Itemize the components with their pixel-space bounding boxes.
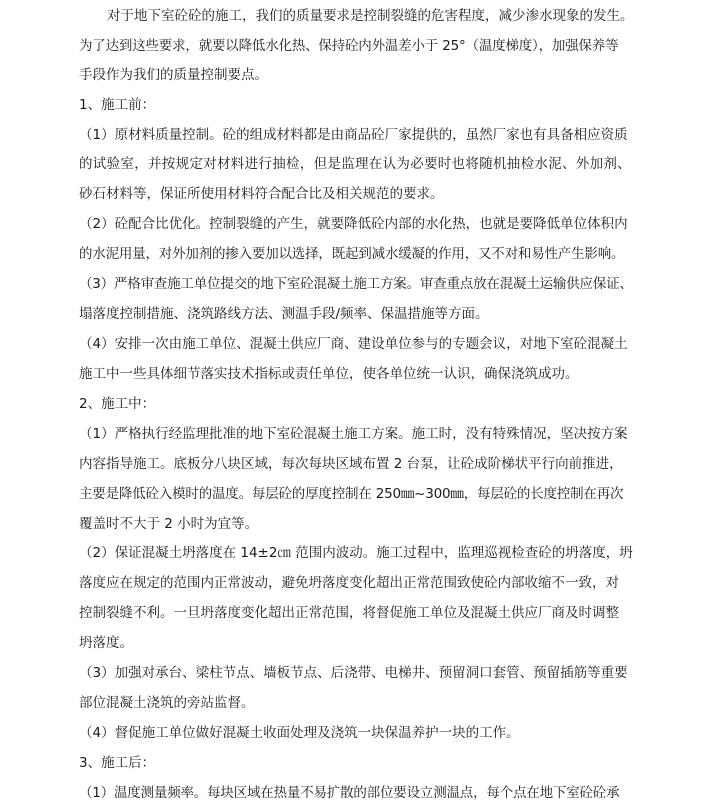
item-key-parts-line: （3）加强对承台、梁柱节点、墙板节点、后浇带、电梯井、预留洞口套管、预留插筋等重要	[79, 665, 628, 681]
paragraph-intro-line: 手段作为我们的质量控制要点。	[79, 67, 268, 83]
item-meeting-line: （4）安排一次由施工单位、混凝土供应厂商、建设单位参与的专题会议，对地下室砼混凝土	[79, 336, 628, 352]
paragraph-intro-line: 对于地下室砼砼的施工，我们的质量要求是控制裂缝的危害程度，减少渗水现象的发生。	[107, 8, 634, 24]
item-slump-control-line: 坍落度。	[79, 635, 133, 651]
item-raw-material-line: （1）原材料质量控制。砼的组成材料都是由商品砼厂家提供的，虽然厂家也有具备相应资质	[79, 127, 628, 143]
item-plan-review-line: （3）严格审查施工单位提交的地下室砼混凝土施工方案。审查重点放在混凝土运输供应保证、	[79, 276, 633, 292]
item-slump-control-line: 落度应在规定的范围内正常波动，避免坍落度变化超出正常范围致使砼内部收缩不一致，对	[79, 575, 619, 591]
item-temperature-measure-line: （1）温度测量频率。每块区域在热量不易扩散的部位要设立测温点，每个点在地下室砼砼承	[79, 785, 620, 801]
item-surface-finish-line: （4）督促施工单位做好混凝土收面处理及浇筑一块保温养护一块的工作。	[79, 725, 520, 741]
item-mix-optimization-line: 的水泥用量，对外加剂的掺入要加以选择，既起到减水缓凝的作用，又不对和易性产生影响。	[79, 246, 625, 262]
item-raw-material-line: 砂石材料等，保证所使用材料符合配合比及相关规范的要求。	[79, 186, 444, 202]
item-execute-plan-line: 内容指导施工。底板分八块区域，每次每块区域布置 2 台泵，让砼成阶梯状平行向前推进，	[79, 456, 623, 472]
item-execute-plan-line: （1）严格执行经监理批准的地下室砼混凝土施工方案。施工时，没有特殊情况，坚决按方案	[79, 426, 628, 442]
item-mix-optimization-line: （2）砼配合比优化。控制裂缝的产生，就要降低砼内部的水化热，也就是要降低单位体积内	[79, 216, 628, 232]
item-key-parts-line: 部位混凝土浇筑的旁站监督。	[79, 695, 255, 711]
item-slump-control-line: （2）保证混凝土坍落度在 14±2㎝ 范围内波动。施工过程中，监理巡视检查砼的坍落度，坍	[79, 545, 633, 561]
item-raw-material-line: 的试验室，并按规定对材料进行抽检，但是监理在认为必要时也将随机抽检水泥、外加剂、	[79, 156, 631, 172]
section-heading-before-construction: 1、施工前：	[79, 97, 156, 113]
item-execute-plan-line: 覆盖时不大于 2 小时为宜等。	[79, 516, 259, 532]
item-meeting-line: 施工中一些具体细节落实技术指标或责任单位，使各单位统一认识，确保浇筑成功。	[79, 366, 579, 382]
paragraph-intro-line: 为了达到这些要求，就要以降低水化热、保持砼内外温差小于 25°（温度梯度），加强保养等	[79, 38, 619, 54]
section-heading-after-construction: 3、施工后：	[79, 755, 156, 771]
section-heading-during-construction: 2、施工中：	[79, 396, 156, 412]
item-execute-plan-line: 主要是降低砼入模时的温度。每层砼的厚度控制在 250㎜~300㎜，每层砼的长度控制在再次	[79, 486, 624, 502]
item-plan-review-line: 塌落度控制措施、浇筑路线方法、测温手段/频率、保温措施等方面。	[79, 306, 489, 322]
item-slump-control-line: 控制裂缝不利。一旦坍落度变化超出正常范围，将督促施工单位及混凝土供应厂商及时调整	[79, 605, 619, 621]
